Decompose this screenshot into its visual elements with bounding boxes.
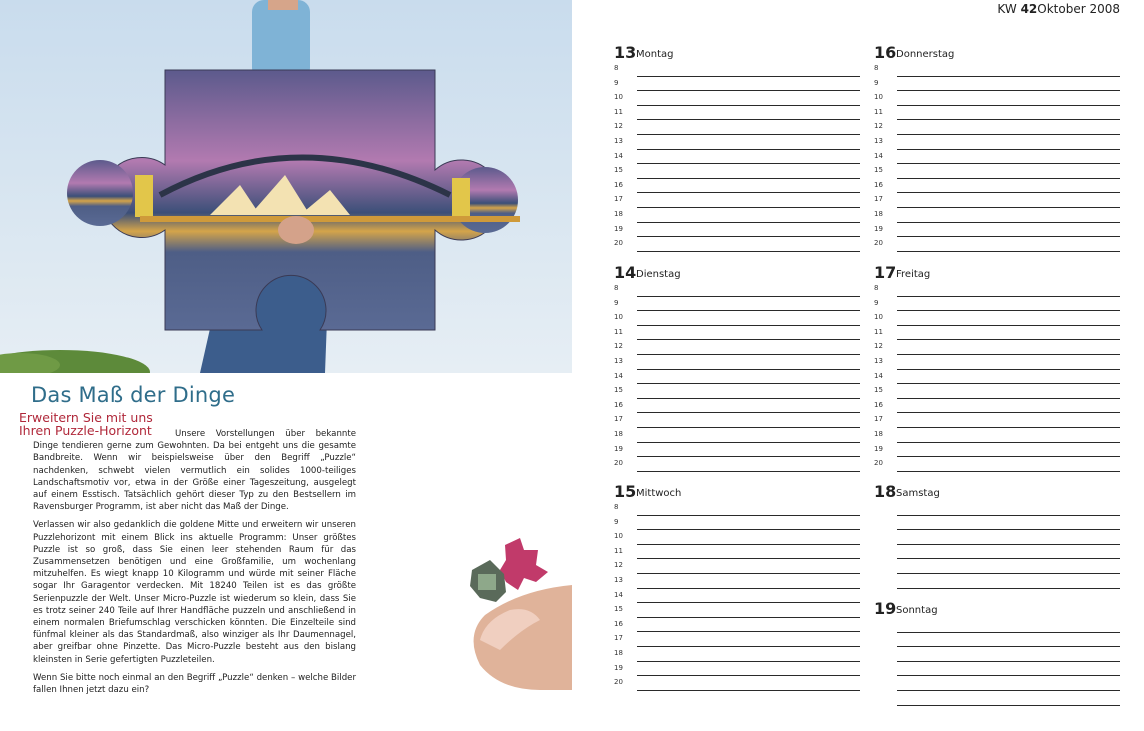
- day-number: 17: [874, 263, 897, 282]
- writing-line: [637, 602, 860, 603]
- writing-line: [637, 544, 860, 545]
- writing-line: [897, 442, 1120, 443]
- hour-row[interactable]: [614, 78, 860, 93]
- hour-row[interactable]: [614, 327, 860, 342]
- article-paragraph-2: Verlassen wir also gedanklich die goldene Mitte und erweitern wir unseren Puzzlehorizont mit einem Blick ins aktuelle Programm: Unser größtes Puzzle ist so groß, dass Sie einen leer stehenden Raum für das Zusammensetzen benötigen und eine Großfamilie, um wochenlang mitzuhelfen. Es wiegt knapp 10 Kilogramm und würde mit seiner Fläche sogar Ihr Garagentor verdecken. Mit 18240 Teilen ist es das größte Serienpuzzle der Welt. Unser Micro-Puzzle ist wiederum so klein, dass Sie es trotz seiner 240 Teile auf Ihrer Handfläche puzzeln und anschließend in einem normalen Briefumschlag verschicken könnten. Die Einzelteile sind fünfmal kleiner als das Standardmaß, also winziger als Ihr Daumennagel, aber greifbar ohne Pinzette. Das Micro-Puzzle besteht aus den bislang kleinsten in Serie gefertigten Puzzleteilen.: [33, 520, 356, 665]
- right-page: [572, 0, 1144, 731]
- day-name: Dienstag: [636, 269, 681, 280]
- hour-label: 14: [874, 371, 883, 380]
- hour-row[interactable]: [874, 385, 1120, 400]
- hour-row[interactable]: [614, 590, 860, 605]
- article-body: [33, 428, 356, 702]
- writing-line: [897, 76, 1120, 77]
- hour-label: 17: [614, 195, 623, 204]
- hour-row[interactable]: [614, 283, 860, 298]
- writing-line: [637, 354, 860, 355]
- hour-row[interactable]: [614, 92, 860, 107]
- writing-line: [897, 236, 1120, 237]
- hour-label: 9: [874, 78, 879, 87]
- hour-row[interactable]: [874, 209, 1120, 224]
- writing-line: [637, 149, 860, 150]
- hour-label: 14: [614, 371, 623, 380]
- hour-row[interactable]: [614, 648, 860, 663]
- writing-line: [897, 515, 1120, 516]
- hour-label: 10: [614, 313, 623, 322]
- hour-label: 12: [614, 561, 623, 570]
- writing-line: [637, 325, 860, 326]
- hour-label: 14: [874, 151, 883, 160]
- hour-label: 20: [874, 239, 883, 248]
- hour-row[interactable]: [874, 298, 1120, 313]
- writing-line: [897, 251, 1120, 252]
- writing-line: [897, 119, 1120, 120]
- writing-line: [897, 398, 1120, 399]
- hour-row[interactable]: [874, 677, 1120, 692]
- day-block-sonntag: [874, 599, 1120, 707]
- hour-row[interactable]: [614, 414, 860, 429]
- hour-label: 8: [874, 64, 879, 72]
- hour-row[interactable]: [874, 312, 1120, 327]
- day-block-dienstag: [614, 263, 860, 473]
- writing-line: [637, 427, 860, 428]
- hour-row[interactable]: [874, 444, 1120, 459]
- hour-label: 19: [874, 224, 883, 233]
- writing-line: [637, 369, 860, 370]
- article-paragraph-3: Wenn Sie bitte noch einmal an den Begriff „Puzzle“ denken – welche Bilder fallen Ihnen jetzt dazu ein?: [33, 672, 356, 696]
- hour-row[interactable]: [614, 619, 860, 634]
- hour-row[interactable]: [874, 546, 1120, 561]
- hour-label: 9: [614, 517, 619, 526]
- hour-row[interactable]: [874, 429, 1120, 444]
- writing-line: [897, 325, 1120, 326]
- writing-line: [897, 558, 1120, 559]
- hour-label: 12: [614, 122, 623, 131]
- hour-row[interactable]: [614, 209, 860, 224]
- writing-line: [637, 456, 860, 457]
- writing-line: [637, 207, 860, 208]
- writing-line: [637, 558, 860, 559]
- day-name: Montag: [636, 49, 674, 60]
- hour-row[interactable]: [614, 633, 860, 648]
- calendar-week-label: [997, 2, 1120, 16]
- hour-row[interactable]: [874, 560, 1120, 575]
- hour-row[interactable]: [874, 283, 1120, 298]
- hour-label: 13: [874, 136, 883, 145]
- day-number: 13: [614, 43, 637, 62]
- writing-line: [897, 646, 1120, 647]
- hour-label: 16: [614, 619, 623, 628]
- day-name: Donnerstag: [896, 49, 955, 60]
- hour-label: 10: [874, 93, 883, 102]
- writing-line: [897, 178, 1120, 179]
- day-block-montag: [614, 43, 860, 253]
- hour-row[interactable]: [874, 136, 1120, 151]
- writing-line: [897, 339, 1120, 340]
- writing-line: [897, 427, 1120, 428]
- day-name: Sonntag: [896, 605, 938, 616]
- hour-row[interactable]: [874, 107, 1120, 122]
- writing-line: [637, 398, 860, 399]
- hour-row[interactable]: [614, 224, 860, 239]
- hour-label: 16: [614, 180, 623, 189]
- hour-label: 17: [614, 415, 623, 424]
- day-number: 15: [614, 482, 637, 501]
- hour-label: 11: [614, 107, 623, 116]
- day-block-mittwoch: [614, 482, 860, 692]
- writing-line: [637, 251, 860, 252]
- month-year: Oktober 2008: [1037, 2, 1120, 16]
- writing-line: [637, 661, 860, 662]
- hour-label: 17: [614, 634, 623, 643]
- hour-row[interactable]: [614, 341, 860, 356]
- day-block-samstag: [874, 482, 1120, 590]
- hour-label: 20: [614, 678, 623, 687]
- hour-row[interactable]: [874, 194, 1120, 209]
- day-number: 16: [874, 43, 897, 62]
- hour-row[interactable]: [874, 575, 1120, 590]
- hour-row[interactable]: [614, 371, 860, 386]
- hour-row[interactable]: [874, 371, 1120, 386]
- hour-row[interactable]: [614, 502, 860, 517]
- hour-row[interactable]: [614, 560, 860, 575]
- hour-label: 18: [614, 429, 623, 438]
- writing-line: [897, 632, 1120, 633]
- writing-line: [897, 163, 1120, 164]
- hour-label: 19: [614, 444, 623, 453]
- hour-row[interactable]: [874, 692, 1120, 707]
- writing-line: [897, 412, 1120, 413]
- writing-line: [637, 383, 860, 384]
- writing-line: [637, 163, 860, 164]
- writing-line: [637, 105, 860, 106]
- hour-label: 18: [874, 209, 883, 218]
- day-block-freitag: [874, 263, 1120, 473]
- writing-line: [897, 675, 1120, 676]
- hour-row[interactable]: [614, 531, 860, 546]
- hour-row[interactable]: [874, 648, 1120, 663]
- hour-label: 12: [874, 342, 883, 351]
- hour-row[interactable]: [874, 502, 1120, 517]
- writing-line: [897, 222, 1120, 223]
- day-header: [614, 482, 860, 502]
- writing-line: [637, 339, 860, 340]
- hour-row[interactable]: [874, 414, 1120, 429]
- writing-line: [897, 90, 1120, 91]
- hour-label: 19: [614, 663, 623, 672]
- hour-label: 16: [874, 400, 883, 409]
- hour-row[interactable]: [874, 165, 1120, 180]
- hour-label: 11: [614, 327, 623, 336]
- hour-label: 15: [874, 386, 883, 395]
- hour-row[interactable]: [614, 663, 860, 678]
- writing-line: [897, 369, 1120, 370]
- writing-line: [897, 310, 1120, 311]
- hour-label: 10: [614, 532, 623, 541]
- hour-label: 19: [614, 224, 623, 233]
- day-name: Freitag: [896, 269, 931, 280]
- hour-label: 13: [614, 575, 623, 584]
- hour-row[interactable]: [614, 458, 860, 473]
- hour-label: 18: [614, 209, 623, 218]
- micro-puzzle-thumb-photo: [460, 530, 572, 695]
- writing-line: [637, 631, 860, 632]
- hour-row[interactable]: [614, 312, 860, 327]
- hour-row[interactable]: [874, 341, 1120, 356]
- hour-label: 20: [614, 239, 623, 248]
- hour-row[interactable]: [614, 546, 860, 561]
- hour-row[interactable]: [874, 224, 1120, 239]
- writing-line: [897, 573, 1120, 574]
- kw-label: KW: [997, 2, 1017, 16]
- writing-line: [637, 236, 860, 237]
- article-subtitle: Erweitern Sie mit uns Ihren Puzzle-Horizont: [19, 410, 153, 438]
- writing-line: [637, 573, 860, 574]
- day-header: [874, 43, 1120, 63]
- writing-line: [637, 515, 860, 516]
- hour-label: 13: [614, 356, 623, 365]
- day-header: [874, 263, 1120, 283]
- hour-label: 16: [614, 400, 623, 409]
- writing-line: [637, 588, 860, 589]
- hour-label: 8: [614, 503, 619, 511]
- writing-line: [897, 529, 1120, 530]
- writing-line: [637, 119, 860, 120]
- hour-label: 15: [874, 166, 883, 175]
- writing-line: [637, 471, 860, 472]
- writing-line: [637, 646, 860, 647]
- writing-line: [637, 134, 860, 135]
- hour-row[interactable]: [874, 78, 1120, 93]
- writing-line: [897, 588, 1120, 589]
- hour-row[interactable]: [614, 238, 860, 253]
- hour-label: 9: [614, 298, 619, 307]
- writing-line: [897, 207, 1120, 208]
- hour-row[interactable]: [614, 63, 860, 78]
- day-name: Mittwoch: [636, 488, 682, 499]
- hour-row[interactable]: [614, 444, 860, 459]
- writing-line: [637, 690, 860, 691]
- hour-row[interactable]: [874, 619, 1120, 634]
- writing-line: [897, 296, 1120, 297]
- hour-row[interactable]: [614, 400, 860, 415]
- hour-row[interactable]: [874, 531, 1120, 546]
- hour-row[interactable]: [614, 151, 860, 166]
- hour-label: 20: [874, 459, 883, 468]
- day-number: 19: [874, 599, 897, 618]
- hour-row[interactable]: [614, 136, 860, 151]
- hour-row[interactable]: [874, 121, 1120, 136]
- writing-line: [897, 456, 1120, 457]
- writing-line: [637, 222, 860, 223]
- hour-row[interactable]: [614, 429, 860, 444]
- hour-row[interactable]: [614, 356, 860, 371]
- writing-line: [897, 544, 1120, 545]
- hour-label: 14: [614, 151, 623, 160]
- hour-label: 13: [614, 136, 623, 145]
- writing-line: [897, 705, 1120, 706]
- hour-label: 9: [874, 298, 879, 307]
- kw-number: 42: [1020, 2, 1038, 16]
- hour-row[interactable]: [614, 517, 860, 532]
- hour-row[interactable]: [614, 194, 860, 209]
- hour-label: 8: [874, 284, 879, 292]
- day-header: [614, 43, 860, 63]
- hour-row[interactable]: [874, 356, 1120, 371]
- hour-row[interactable]: [614, 298, 860, 313]
- hour-row[interactable]: [874, 151, 1120, 166]
- writing-line: [897, 383, 1120, 384]
- writing-line: [897, 354, 1120, 355]
- hour-label: 11: [874, 327, 883, 336]
- article-paragraph-1: Unsere Vorstellungen über bekannte Dinge tendieren gerne zum Gewohnten. Da bei entgeht uns die gesamte Bandbreite. Wenn wir beispielsweise über den Begriff „Puzzle“ nachdenken, schwebt vielen vermutlich ein solides 1000-teiliges Landschaftsmotiv vor, etwa in der Größe einer Tageszeitung, ausgelegt auf einem Esstisch. Tatsächlich gehört dieser Typ zu den Bestsellern im Ravensburger Programm, ist aber nicht das Maß der Dinge.: [33, 429, 356, 513]
- writing-line: [897, 690, 1120, 691]
- hour-label: 18: [874, 429, 883, 438]
- day-number: 14: [614, 263, 637, 282]
- hour-row[interactable]: [874, 634, 1120, 649]
- writing-line: [897, 192, 1120, 193]
- day-header: [614, 263, 860, 283]
- hour-row[interactable]: [874, 458, 1120, 473]
- hour-row[interactable]: [874, 517, 1120, 532]
- hour-row[interactable]: [614, 165, 860, 180]
- hour-row[interactable]: [614, 107, 860, 122]
- writing-line: [637, 90, 860, 91]
- hour-row[interactable]: [614, 385, 860, 400]
- hour-label: 10: [874, 313, 883, 322]
- hour-label: 11: [614, 546, 623, 555]
- day-header: [874, 482, 1120, 502]
- hour-row[interactable]: [874, 180, 1120, 195]
- hour-label: 12: [874, 122, 883, 131]
- hour-label: 11: [874, 107, 883, 116]
- hour-row[interactable]: [614, 180, 860, 195]
- hour-row[interactable]: [874, 663, 1120, 678]
- hour-label: 15: [614, 166, 623, 175]
- writing-line: [637, 296, 860, 297]
- hour-row[interactable]: [874, 238, 1120, 253]
- writing-line: [897, 471, 1120, 472]
- hour-label: 16: [874, 180, 883, 189]
- writing-line: [637, 178, 860, 179]
- writing-line: [897, 134, 1120, 135]
- writing-line: [637, 617, 860, 618]
- article-title: Das Maß der Dinge: [31, 383, 236, 407]
- writing-line: [897, 149, 1120, 150]
- hour-row[interactable]: [614, 677, 860, 692]
- hour-row[interactable]: [874, 92, 1120, 107]
- hour-label: 8: [614, 64, 619, 72]
- hour-label: 19: [874, 444, 883, 453]
- writing-line: [897, 661, 1120, 662]
- hour-row[interactable]: [874, 327, 1120, 342]
- hour-label: 14: [614, 590, 623, 599]
- writing-line: [897, 105, 1120, 106]
- hour-row[interactable]: [874, 63, 1120, 78]
- hour-label: 18: [614, 648, 623, 657]
- hour-label: 13: [874, 356, 883, 365]
- puzzle-photo: [0, 0, 572, 373]
- hour-label: 12: [614, 342, 623, 351]
- hour-label: 15: [614, 386, 623, 395]
- hour-label: 17: [874, 415, 883, 424]
- day-number: 18: [874, 482, 897, 501]
- day-header: [874, 599, 1120, 619]
- hour-row[interactable]: [614, 121, 860, 136]
- hour-row[interactable]: [614, 604, 860, 619]
- day-block-donnerstag: [874, 43, 1120, 253]
- writing-line: [637, 529, 860, 530]
- hour-row[interactable]: [874, 400, 1120, 415]
- hour-label: 9: [614, 78, 619, 87]
- hour-label: 15: [614, 605, 623, 614]
- writing-line: [637, 310, 860, 311]
- hour-label: 20: [614, 459, 623, 468]
- writing-line: [637, 412, 860, 413]
- hour-label: 8: [614, 284, 619, 292]
- hour-label: 10: [614, 93, 623, 102]
- day-name: Samstag: [896, 488, 940, 499]
- writing-line: [637, 442, 860, 443]
- hour-label: 17: [874, 195, 883, 204]
- writing-line: [637, 675, 860, 676]
- writing-line: [637, 76, 860, 77]
- hour-row[interactable]: [614, 575, 860, 590]
- writing-line: [637, 192, 860, 193]
